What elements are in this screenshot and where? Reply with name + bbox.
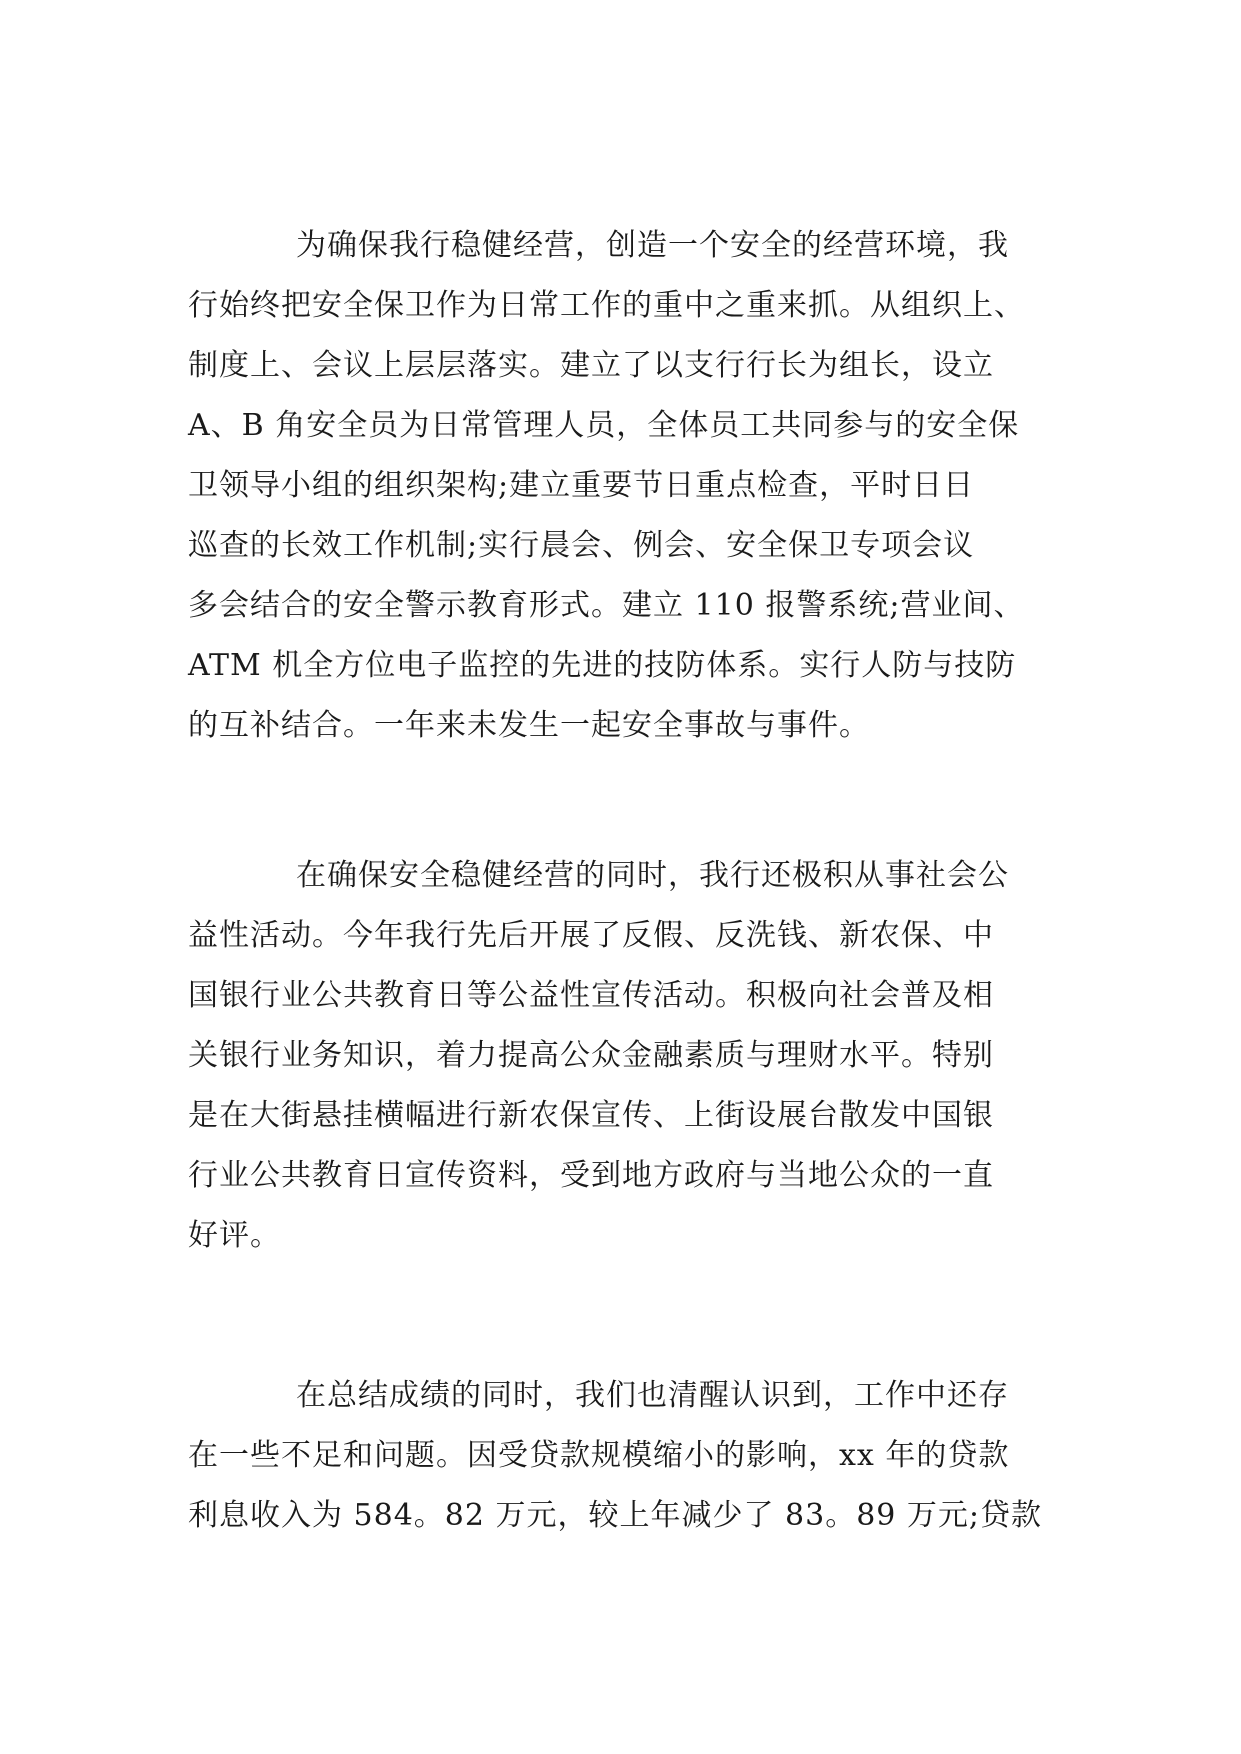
- paragraph-line: 行业公共教育日宣传资料，受到地方政府与当地公众的一直: [188, 1158, 994, 1193]
- paragraph-line: 为确保我行稳健经营，创造一个安全的经营环境，我: [296, 228, 1009, 263]
- paragraph-line: 的互补结合。一年来未发生一起安全事故与事件。: [188, 708, 870, 743]
- paragraph-line: 制度上、会议上层层落实。建立了以支行行长为组长，设立: [188, 348, 994, 383]
- paragraph-line: 是在大街悬挂横幅进行新农保宣传、上街设展台散发中国银: [188, 1098, 994, 1133]
- paragraph-line: 在确保安全稳健经营的同时，我行还极积从事社会公: [296, 858, 1009, 893]
- paragraph-line: 在一些不足和问题。因受贷款规模缩小的影响，xx 年的贷款: [188, 1438, 1010, 1473]
- paragraph-line: 利息收入为 584。82 万元，较上年减少了 83。89 万元;贷款: [188, 1498, 1043, 1533]
- paragraph-line: 卫领导小组的组织架构;建立重要节日重点检查，平时日日: [188, 468, 975, 503]
- paragraph-line: 关银行业务知识，着力提高公众金融素质与理财水平。特别: [188, 1038, 994, 1073]
- paragraph-shortcomings: [188, 1366, 1048, 1546]
- paragraph-line: A、B 角安全员为日常管理人员，全体员工共同参与的安全保: [188, 408, 1020, 443]
- paragraph-line: 多会结合的安全警示教育形式。建立 110 报警系统;营业间、: [188, 588, 1025, 623]
- paragraph-line: 巡查的长效工作机制;实行晨会、例会、安全保卫专项会议: [188, 528, 975, 563]
- paragraph-line: ATM 机全方位电子监控的先进的技防体系。实行人防与技防: [188, 648, 1017, 683]
- paragraph-line: 国银行业公共教育日等公益性宣传活动。积极向社会普及相: [188, 978, 994, 1013]
- paragraph-line: 益性活动。今年我行先后开展了反假、反洗钱、新农保、中: [188, 918, 994, 953]
- paragraph-line: 在总结成绩的同时，我们也清醒认识到，工作中还存: [296, 1378, 1009, 1413]
- paragraph-line: 行始终把安全保卫作为日常工作的重中之重来抓。从组织上、: [188, 288, 1025, 323]
- paragraph-line: 好评。: [188, 1218, 281, 1253]
- paragraph-security: [188, 216, 1048, 756]
- paragraph-public-welfare: [188, 846, 1048, 1266]
